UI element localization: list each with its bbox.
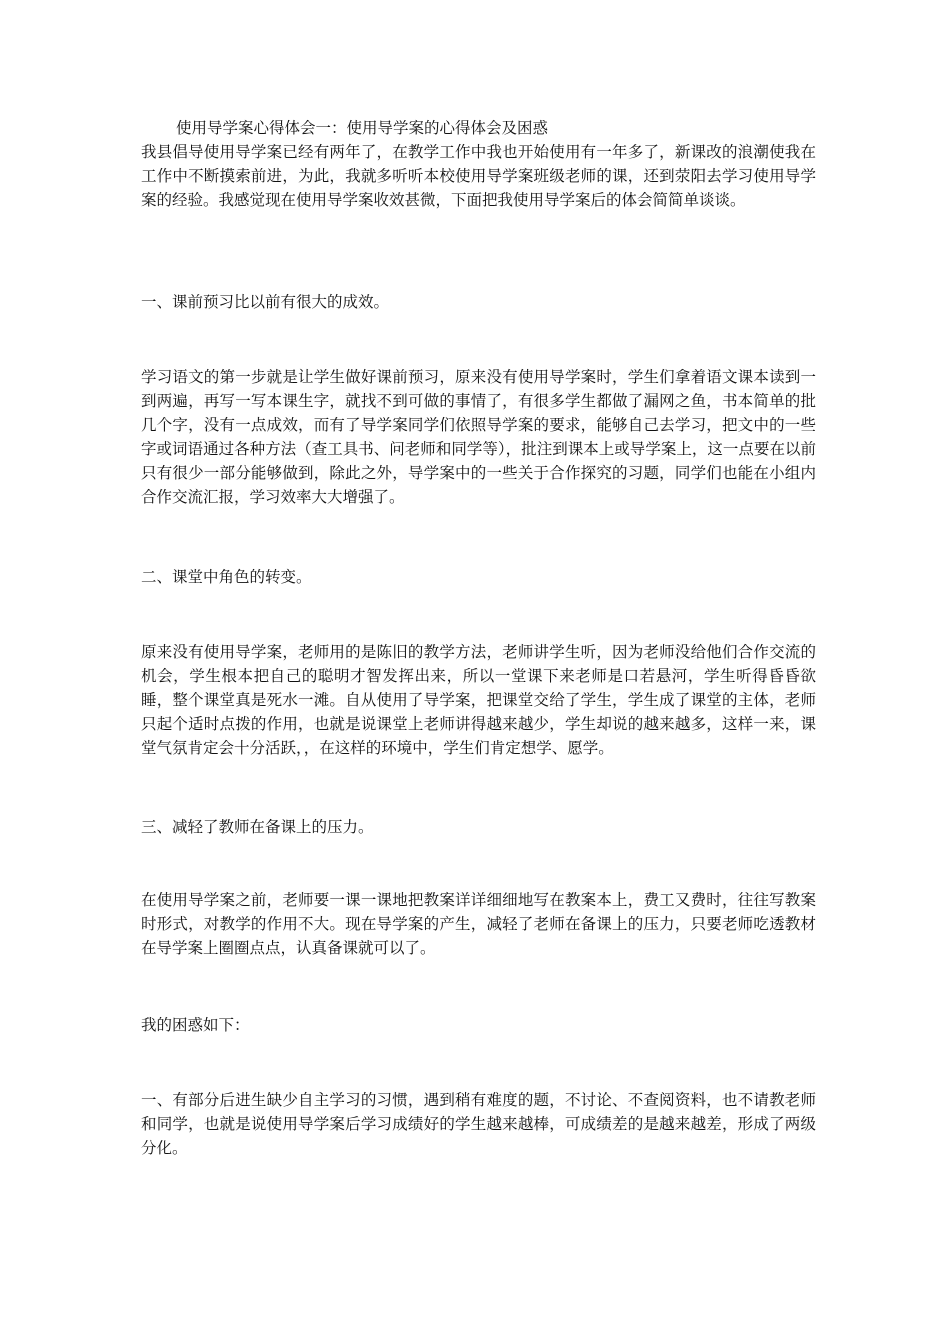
- section-1-paragraph: 学习语文的第一步就是让学生做好课前预习，原来没有使用导学案时，学生们拿着语文课本读到一到两遍，再写一写本课生字，就找不到可做的事情了，有很多学生都做了漏网之鱼，书本简单的批几个字，没有一点成效，而有了导学案同学们依照导学案的要求，能够自己去学习，把文中的一些字或词语通过各种方法（查工具书、问老师和同学等），批注到课本上或导学案上，这一点要在以前只有很少一部分能够做到，除此之外，导学案中的一些关于合作探究的习题，同学们也能在小组内合作交流汇报，学习效率大大增强了。: [141, 368, 816, 506]
- intro-paragraph: 我县倡导使用导学案已经有两年了，在教学工作中我也开始使用有一年多了，新课改的浪潮使我在工作中不断摸索前进，为此，我就多听听本校使用导学案班级老师的课，还到荥阳去学习使用导学案的经验。我感觉现在使用导学案收效甚微，下面把我使用导学案后的体会简简单谈谈。: [141, 143, 816, 209]
- document-title: 使用导学案心得体会一：使用导学案的心得体会及困惑: [176, 119, 549, 137]
- confusion-1-paragraph: 一、有部分后进生缺少自主学习的习惯，遇到稍有难度的题，不讨论、不查阅资料，也不请教老师和同学，也就是说使用导学案后学习成绩好的学生越来越棒，可成绩差的是越来越差，形成了两级分化。: [141, 1091, 816, 1157]
- section-3-heading: 三、减轻了教师在备课上的压力。: [141, 818, 374, 836]
- section-3-paragraph: 在使用导学案之前，老师要一课一课地把教案详详细细地写在教案本上，费工又费时，往往写教案时形式，对教学的作用不大。现在导学案的产生，减轻了老师在备课上的压力，只要老师吃透教材在导学案上圈圈点点，认真备课就可以了。: [141, 891, 816, 957]
- section-1-heading: 一、课前预习比以前有很大的成效。: [141, 293, 390, 311]
- confusion-heading: 我的困惑如下：: [141, 1016, 250, 1034]
- section-2-heading: 二、课堂中角色的转变。: [141, 568, 312, 586]
- section-2-paragraph: 原来没有使用导学案，老师用的是陈旧的教学方法，老师讲学生听，因为老师没给他们合作交流的机会，学生根本把自己的聪明才智发挥出来，所以一堂课下来老师是口若悬河，学生听得昏昏欲睡，整个课堂真是死水一滩。自从使用了导学案，把课堂交给了学生，学生成了课堂的主体，老师只起个适时点拨的作用，也就是说课堂上老师讲得越来越少，学生却说的越来越多，这样一来，课堂气氛肯定会十分活跃，，在这样的环境中，学生们肯定想学、愿学。: [141, 643, 816, 757]
